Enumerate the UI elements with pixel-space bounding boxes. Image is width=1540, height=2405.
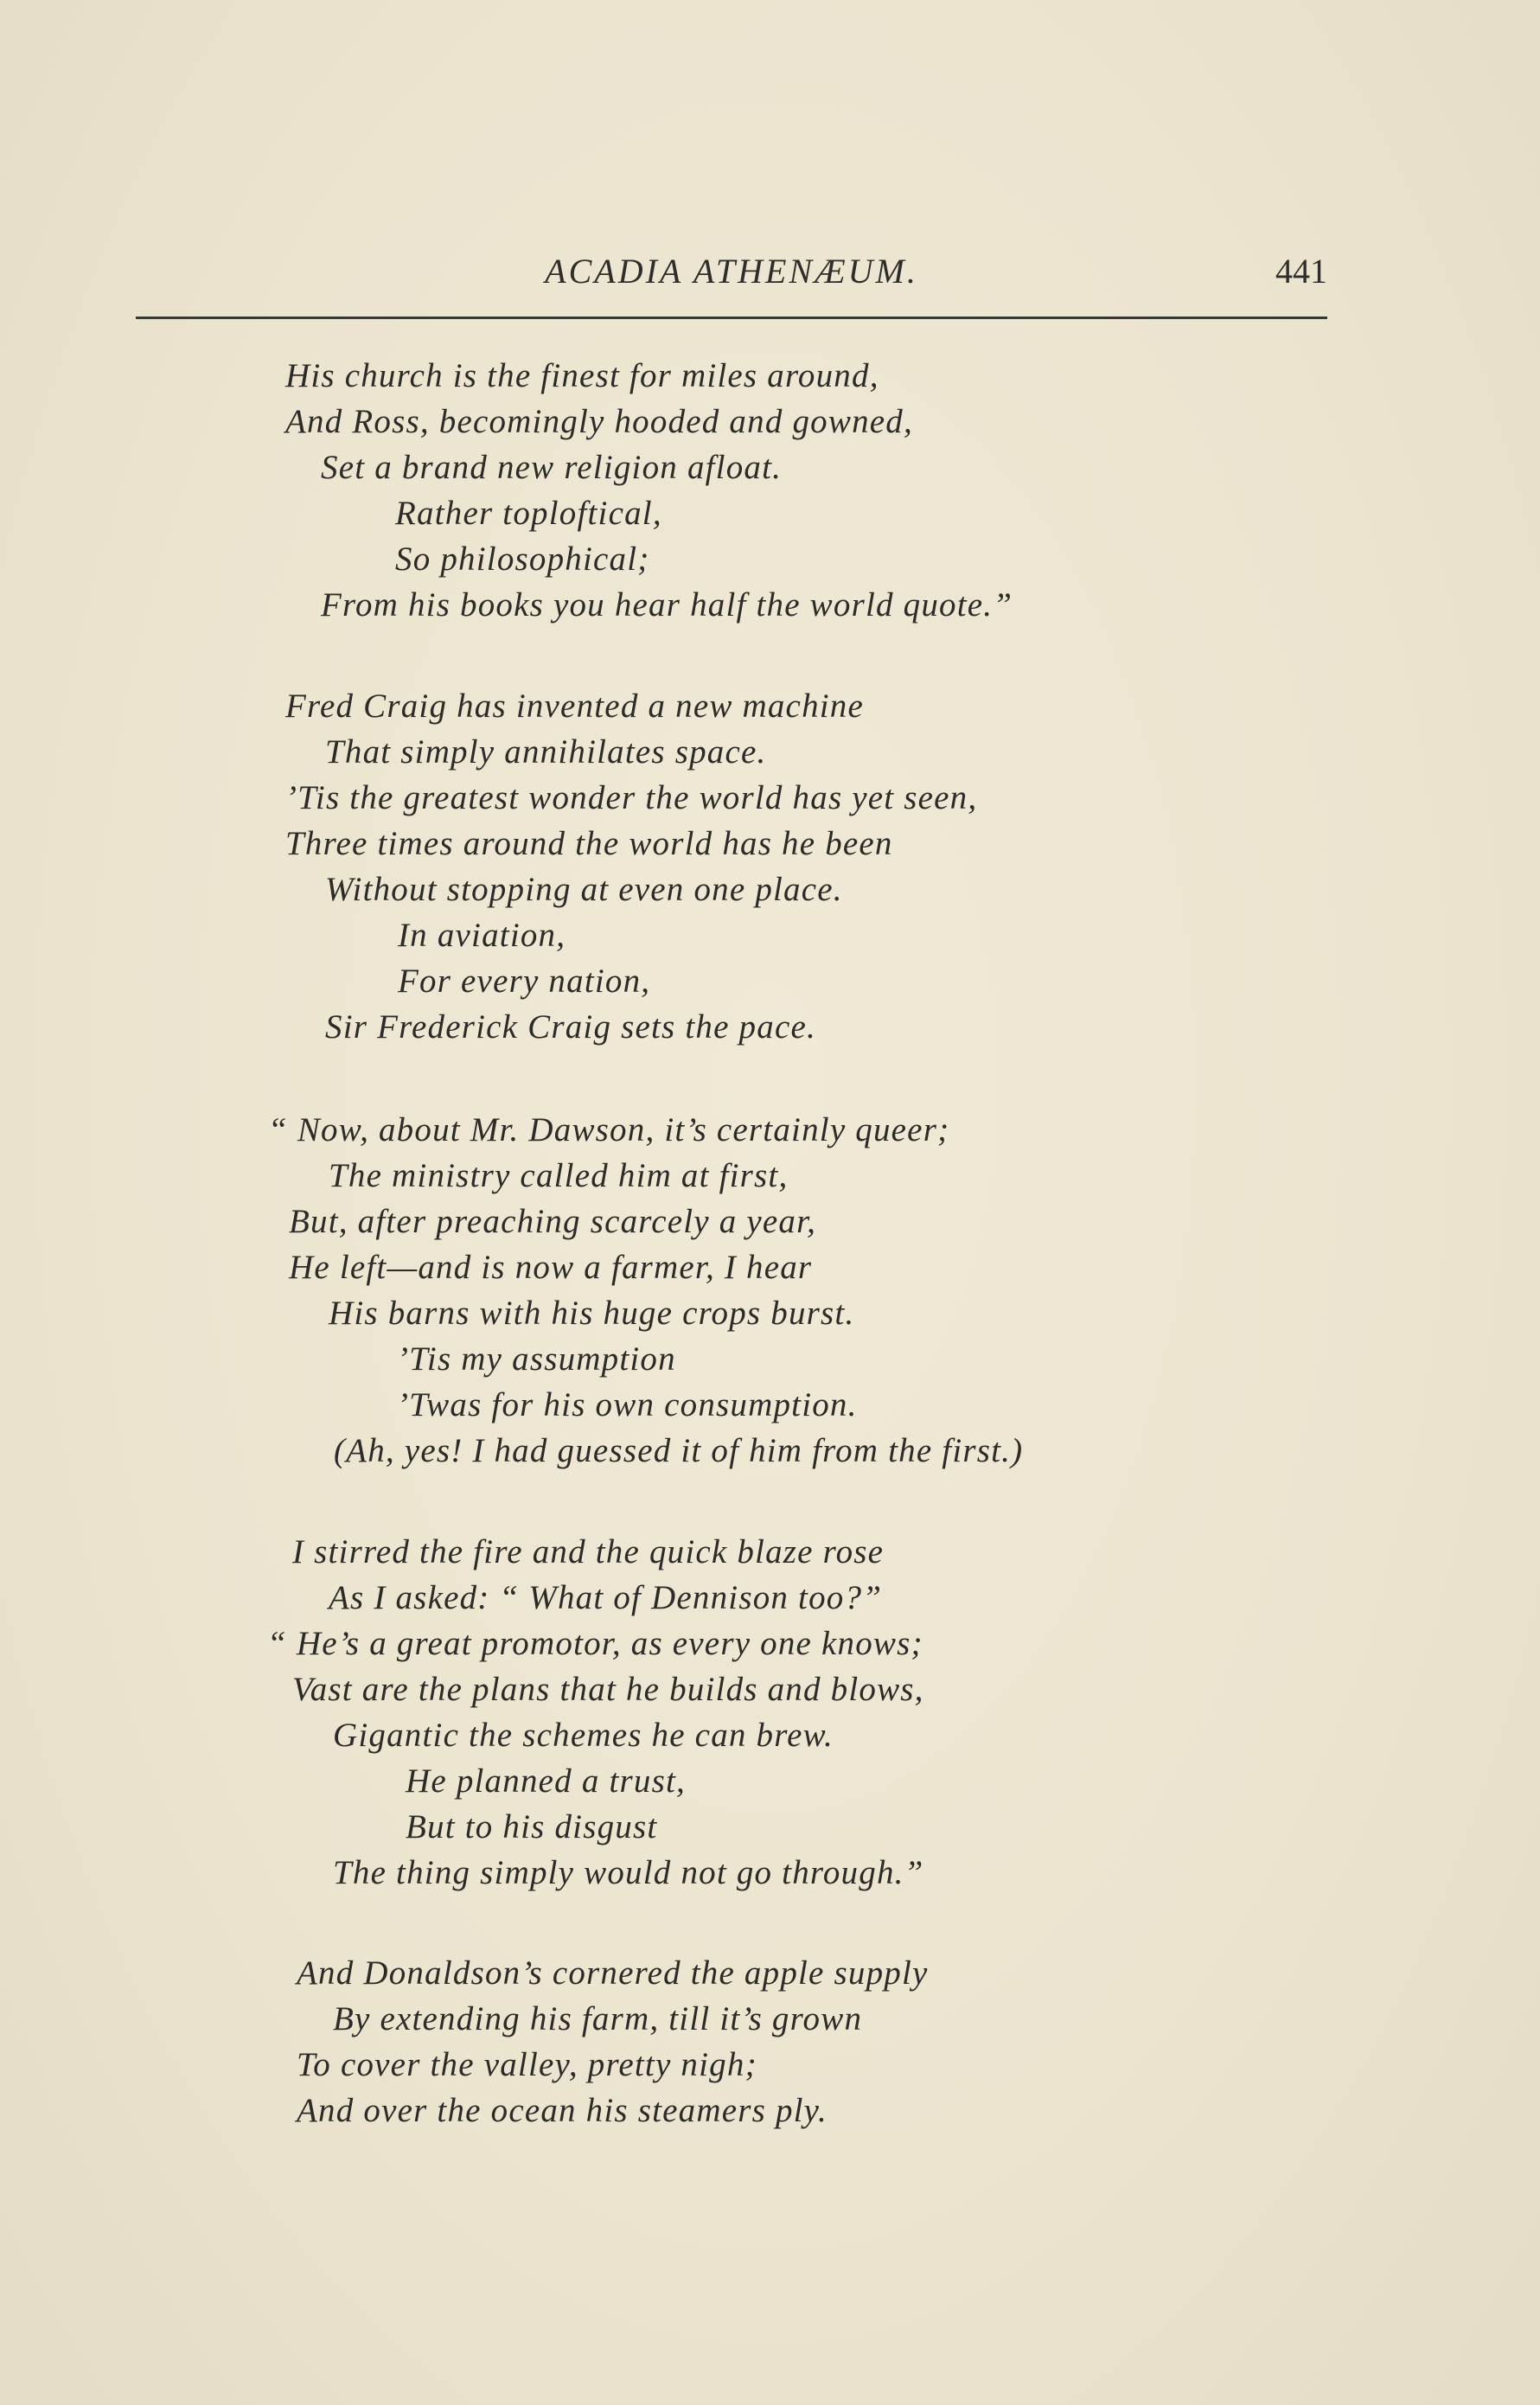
poem-line: I stirred the fire and the quick blaze rose <box>292 1533 885 1570</box>
poem-line: He left—and is now a farmer, I hear <box>289 1249 813 1286</box>
poem-line: He planned a trust, <box>406 1762 686 1800</box>
poem-line: Gigantic the schemes he can brew. <box>333 1717 834 1754</box>
poem-line: Rather toploftical, <box>395 495 662 532</box>
poem-line: In aviation, <box>398 917 566 954</box>
poem-line: ’Tis the greatest wonder the world has yet seen, <box>285 779 978 816</box>
poem-line: Fred Craig has invented a new machine <box>285 688 865 725</box>
poem-line: “ He’s a great promotor, as every one knows; <box>267 1625 923 1662</box>
poem-line: His church is the finest for miles around, <box>285 357 879 394</box>
poem-line: ’Twas for his own consumption. <box>397 1386 858 1423</box>
poem-line: (Ah, yes! I had guessed it of him from the first.) <box>334 1432 1024 1469</box>
poem-line: Without stopping at even one place. <box>325 871 843 908</box>
poem-line: Set a brand new religion afloat. <box>321 449 783 486</box>
poem-line: And Donaldson’s cornered the apple supply <box>297 1954 929 1992</box>
poem-line: That simply annihilates space. <box>325 733 767 771</box>
poem-line: The thing simply would not go through.” <box>333 1854 924 1891</box>
running-title: ACADIA ATHENÆUM. <box>545 252 918 291</box>
poem-line: From his books you hear half the world quote.” <box>321 586 1013 624</box>
poem-line: Three times around the world has he been <box>285 825 893 862</box>
poem-line: Vast are the plans that he builds and blows, <box>292 1671 924 1708</box>
poem-line: His barns with his huge crops burst. <box>329 1295 855 1332</box>
poem-line: So philosophical; <box>395 540 650 578</box>
poem-line: By extending his farm, till it’s grown <box>333 2000 863 2037</box>
page-number: 441 <box>1275 252 1327 291</box>
poem-line: ’Tis my assumption <box>397 1340 676 1378</box>
poem-line: “ Now, about Mr. Dawson, it’s certainly queer; <box>268 1111 950 1148</box>
poem-line: And Ross, becomingly hooded and gowned, <box>285 403 913 440</box>
poem-line: For every nation, <box>398 963 651 1000</box>
poem-line: And over the ocean his steamers ply. <box>297 2092 828 2129</box>
poem-line: But, after preaching scarcely a year, <box>289 1203 817 1240</box>
poem-line: To cover the valley, pretty nigh; <box>297 2046 757 2083</box>
poem-line: Sir Frederick Craig sets the pace. <box>325 1008 816 1046</box>
poem-line: As I asked: “ What of Dennison too?” <box>329 1579 883 1616</box>
poem-line: The ministry called him at first, <box>329 1157 789 1194</box>
poem-line: But to his disgust <box>406 1808 658 1845</box>
